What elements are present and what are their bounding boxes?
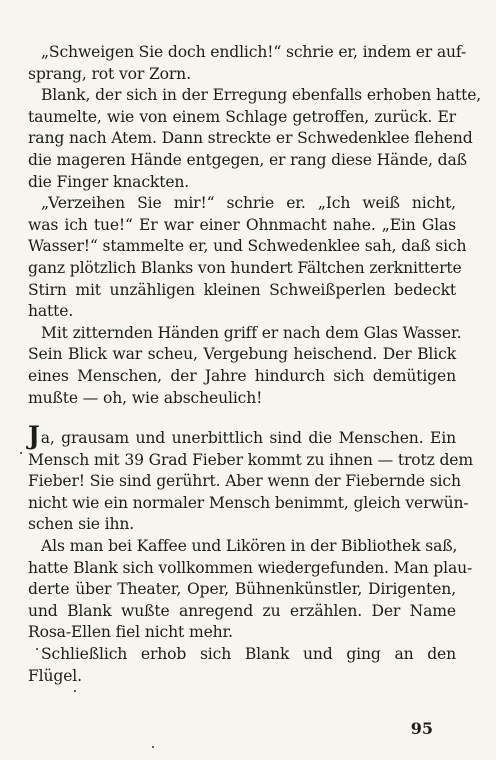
text-line: Blank, der sich in der Erregung ebenfalls erhoben hatte, [41,86,482,105]
text-line: Schließlich erhob sich Blank und ging an den [41,645,456,664]
text-line: derte über Theater, Oper, Bühnenkünstler, Dirigenten, [28,580,456,599]
text-line: mußte — oh, wie abscheulich! [28,388,263,407]
text-line: Stirn mit unzähligen kleinen Schweißperlen bedeckt [28,280,456,299]
print-speck [20,452,22,454]
text-line: und Blank wußte anregend zu erzählen. Der Name [28,601,456,620]
text-line: Mensch mit 39 Grad Fieber kommt zu ihnen — trotz dem [28,450,474,469]
text-line: Als man bei Kaffee und Likören in der Bibliothek saß, [41,537,458,556]
print-speck [152,746,154,748]
section-break [28,409,456,427]
text-line: Sein Blick war scheu, Vergebung heischend. Der Blick [28,345,456,364]
text-line: eines Menschen, der Jahre hindurch sich demütigen [28,366,456,385]
text-line: „Schweigen Sie doch endlich!“ schrie er, indem er auf- [41,43,467,61]
text-line [28,421,456,451]
text-line: ganz plötzlich Blanks von hundert Fältchen zerknitterte [28,258,462,277]
print-speck [74,690,76,692]
drop-cap: J [28,421,40,451]
text-body [28,42,482,687]
text-line: hatte. [28,302,74,321]
paragraph [28,42,467,85]
paragraph [28,323,462,409]
text-line: Mit zitternden Händen griff er nach dem Glas Wasser. [41,323,462,342]
text-line: Rosa-Ellen fiel nicht mehr. [28,623,233,642]
paragraph [28,644,456,687]
paragraph [28,193,467,323]
text-line: was ich tue!“ Er war einer Ohnmacht nahe. „Ein Glas [28,215,456,234]
text-line: die Finger knackten. [28,172,190,191]
text-line: Flügel. [28,666,82,685]
text-line: rang nach Atem. Dann streckte er Schwedenklee flehend [28,129,473,148]
paragraph [28,421,474,536]
text-line: sprang, rot vor Zorn. [28,64,191,83]
text-line: die mageren Hände entgegen, er rang diese Hände, daß [28,150,467,169]
text-line: „Verzeihen Sie mir!“ schrie er. „Ich weiß nicht, [41,194,456,213]
text-line: Fieber! Sie sind gerührt. Aber wenn der Fiebernde sich [28,472,461,491]
text-line: taumelte, wie von einem Schlage getroffen, zurück. Er [28,107,456,126]
text-line: nicht wie ein normaler Mensch benimmt, gleich verwün- [28,493,469,512]
text-line: schen sie ihn. [28,515,135,534]
print-speck [36,648,38,650]
text-line: Wasser!“ stammelte er, und Schwedenklee sah, daß sich [28,237,467,256]
page-number: 95 [410,719,433,738]
text-line: hatte Blank sich vollkommen wiedergefunden. Man plau- [28,558,473,577]
first-line-text: a, grausam und unerbittlich sind die Menschen. Ein [40,429,456,448]
paragraph [28,536,473,644]
paragraph [28,85,482,193]
